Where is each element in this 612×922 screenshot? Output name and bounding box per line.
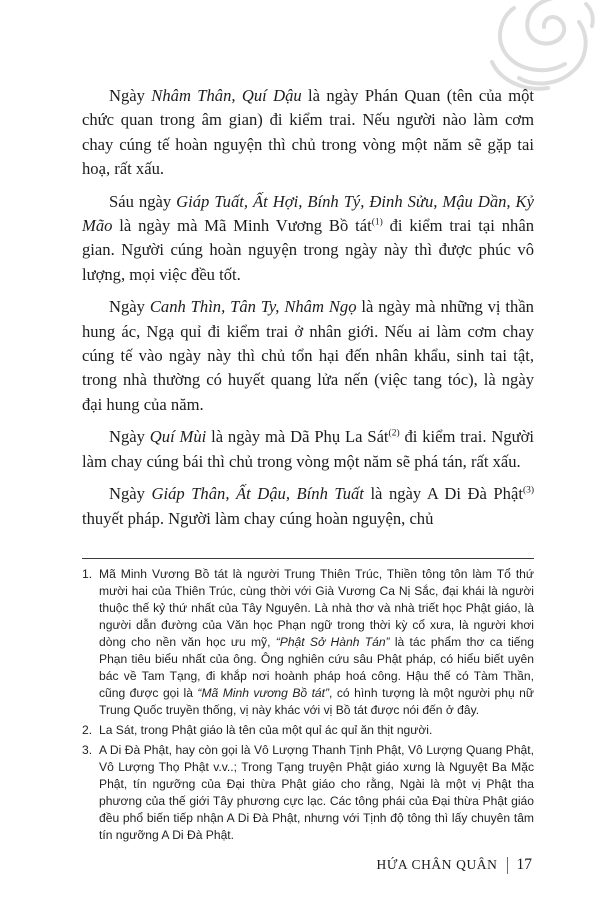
paragraph-text: Ngày xyxy=(109,297,150,317)
footnote-title-italic: “Phật Sở Hành Tán” xyxy=(275,635,390,649)
day-names-italic: Giáp Thân, Ất Dậu, Bính Tuất xyxy=(151,484,364,504)
paragraph-text: là ngày mà Dã Phụ La Sát xyxy=(206,427,389,447)
footnote-text xyxy=(99,566,534,719)
day-names-italic: Canh Thìn, Tân Ty, Nhâm Ngọ xyxy=(149,297,357,317)
paragraph-text: thuyết pháp. Người làm chay cúng hoàn nguyện, chủ xyxy=(82,508,434,528)
paragraph-text: Ngày xyxy=(109,484,152,504)
footnote-text xyxy=(99,742,534,844)
paragraph-text: đi kiểm trai tại nhân gian. Người cúng hoàn nguyện trong ngày này thì được phúc vô lượng, mọi việc đều tốt. xyxy=(82,216,534,284)
footnote-separator-rule xyxy=(82,558,534,559)
body-paragraph xyxy=(82,295,534,417)
paragraph-text: là ngày mà Mã Minh Vương Bồ tát xyxy=(112,216,372,236)
body-paragraph xyxy=(82,84,534,182)
day-names-italic: Giáp Tuất, Ất Hợi, Bính Tý, Đinh Sửu, Mậu Dần, Kỷ Mão xyxy=(82,191,534,236)
footer-divider-rule xyxy=(507,857,508,874)
paragraph-text: Ngày xyxy=(109,86,152,105)
footnote-text-segment: Mã Minh Vương Bồ tát là người Trung Thiên Trúc, Thiền tông tôn làm Tổ thứ mười hai của Thiên Trúc, cùng thời với Già Vương Ca Nị Sắc, đại khái là người thuộc thế kỷ thứ nhất của Tây Nguyên. Là nhà thơ và nhà triết học Phật giáo, là người dẫn đường của Văn học Phạn ngữ trong thời kỳ cổ xưa, là người khơi dòng cho nền văn học ưu mỹ, xyxy=(99,567,534,649)
footnote-text-segment: , có hình tượng là một người phụ nữ Trung Quốc truyền thống, vị này khác với vị Bồ tát được nói đến ở đây. xyxy=(99,686,534,717)
body-paragraph xyxy=(82,425,534,474)
paragraph-text: Sáu ngày xyxy=(109,191,177,211)
day-names-italic: Quí Mùi xyxy=(149,427,207,447)
page-number: 17 xyxy=(516,856,532,873)
footnote-ref: (1) xyxy=(371,217,383,228)
footnote-title-italic: “Mã Minh vương Bồ tát” xyxy=(197,686,330,700)
paragraph-text: là ngày A Di Đà Phật xyxy=(363,484,523,504)
footnote-item xyxy=(82,742,534,844)
footnote-number: 3. xyxy=(82,743,93,757)
paragraph-text: là ngày Phán Quan (tên của một chức quan trong âm gian) đi kiểm trai. Nếu người nào làm cơm chay cúng tế hoàn nguyện thì chủ trong vòng một năm sẽ gặp tai hoạ, rất xấu. xyxy=(82,86,535,179)
paragraph-text: Ngày xyxy=(109,427,150,447)
body-paragraph xyxy=(82,482,534,531)
page-footer xyxy=(376,856,532,874)
body-paragraph xyxy=(82,190,534,288)
footnote-item xyxy=(82,722,534,739)
footnote-ref: (2) xyxy=(388,428,400,439)
footnote-number: 2. xyxy=(82,723,93,737)
running-author-name: HỨA CHÂN QUÂN xyxy=(376,857,498,872)
paragraph-text: là ngày mà những vị thần hung ác, Ngạ quỉ đi kiểm trai ở nhân giới. Nếu ai làm cơm chay cúng tế vào ngày này thì chủ tổn hại đến nhân khẩu, sinh tai tật, trong nhà thường có huyết quang lửa nến (việc tang tóc), là ngày đại hung của năm. xyxy=(82,297,534,414)
footnote-item xyxy=(82,566,534,719)
footnote-text-segment: La Sát, trong Phật giáo là tên của một quỉ ác quỉ ăn thịt người. xyxy=(99,723,433,737)
footnote-number: 1. xyxy=(82,567,93,581)
footnote-text-segment: A Di Đà Phật, hay còn gọi là Vô Lượng Thanh Tịnh Phật, Vô Lượng Quang Phật, Vô Lượng Thọ Phật v.v..; Trong Tạng truyện Phật giáo xưng là Nguyệt Ba Mặc Phật, tín ngưỡng của Đại thừa Phật giáo cho rằng, Ngài là một vị Phật tha phương của thế giới Tây phương cực lạc. Các tông phái của Đại thừa Phật giáo đều phổ biến tiếp nhận A Di Đà Phật, nhưng với Tịnh độ tông thì lấy chuyên tâm tín ngưỡng A Di Đà Phật. xyxy=(99,743,534,842)
footnote-text-segment: là tác phẩm thơ ca tiếng Phạn tiêu biểu nhất của ông. Ông nghiên cứu sâu Phật pháp, có hiểu biết uyên bác về Tam Tạng, đi khắp nơi hoành pháp hoá công. Hậu thế có Tàm Thần, cũng được gọi là xyxy=(99,635,534,700)
page-body xyxy=(82,84,534,539)
paragraph-text: đi kiểm trai. Người làm chay cúng bái thì chủ trong vòng một năm sẽ phá tán, rất xấu. xyxy=(82,427,534,471)
footnote-ref: (3) xyxy=(522,485,535,496)
footnotes-section xyxy=(82,566,534,847)
day-names-italic: Nhâm Thân, Quí Dậu xyxy=(151,86,302,105)
footnote-text xyxy=(99,722,534,739)
